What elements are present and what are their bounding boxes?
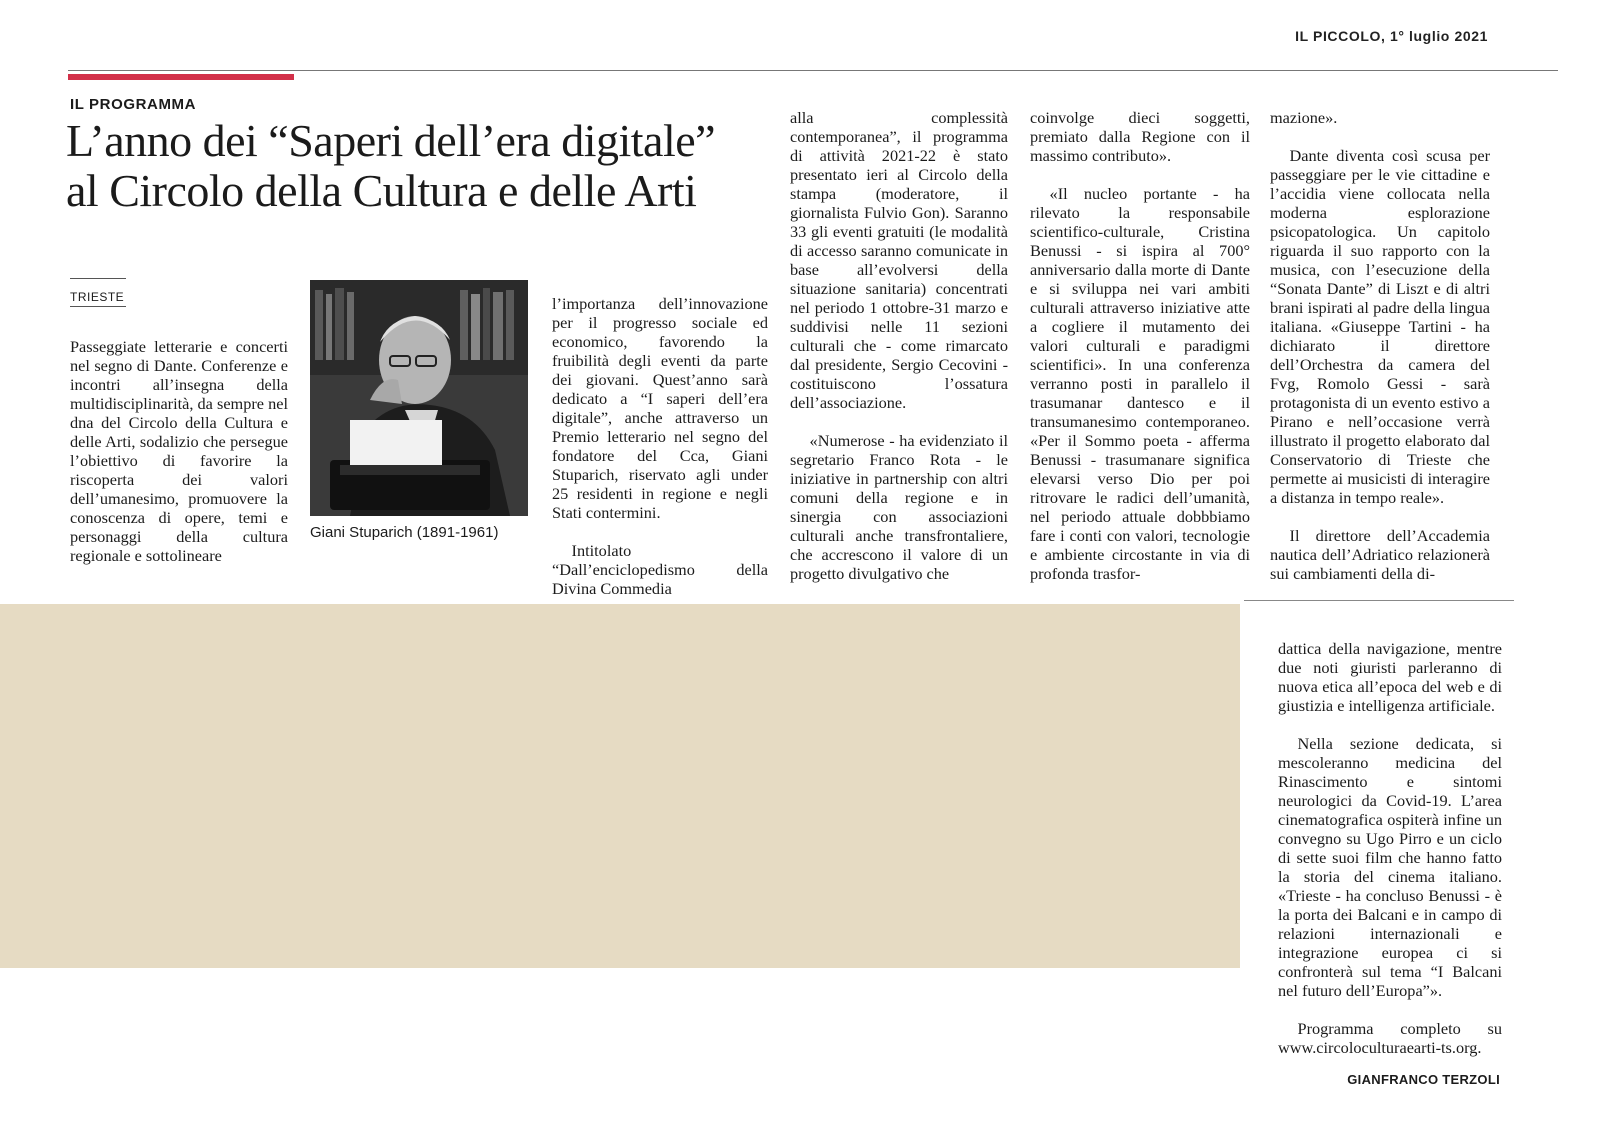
column-3-paragraph-1: alla complessità contemporanea”, il programma di attività 2021-22 è stato presentato ieri al Circolo della stampa (moderatore, il giornalista Fulvio Gon). Saranno 33 gli eventi gratuiti (le modalità di accesso saranno comunicate in base all’evolversi della situazione sanitaria) concentrati nel periodo 1 ottobre-31 marzo e suddivisi nelle 11 sezioni culturali che - come rimarcato dal presidente, Sergio Cecovini - costituiscono l’ossatura dell’associazione. [790,108,1008,412]
top-rule [68,70,1558,71]
byline: GIANFRANCO TERZOLI [1347,1072,1500,1087]
photo-caption: Giani Stuparich (1891-1961) [310,524,499,541]
article-column-3 [790,89,1008,583]
accent-bar [68,74,294,80]
man-at-typewriter-image [310,280,528,516]
dateline-rule [70,278,126,279]
article-column-1 [70,318,288,565]
continuation-rule [1244,600,1514,601]
headline [66,116,806,216]
publication-date-header: IL PICCOLO, 1° luglio 2021 [1295,28,1488,44]
column-5-paragraph-2: Dante diventa così scusa per passeggiare per le vie cittadine e l’accidia viene collocata nella moderna esplorazione psicopatologica. Un capitolo riguarda il suo rapporto con la musica, con l’esecuzione della “Sonata Dante” di Liszt e di altri brani ispirati al padre della lingua italiana. «Giuseppe Tartini - ha dichiarato il direttore dell’Orchestra da camera del Fvg, Romolo Gessi - sarà protagonista di un evento estivo a Pirano e nell’occasione verrà illustrato il progetto elaborato dal Conservatorio di Trieste che permette ai musicisti di interagire a distanza in tempo reale». [1270,146,1490,507]
article-column-5 [1270,89,1490,583]
headline-line-2: al Circolo della Cultura e delle Arti [66,165,697,216]
column-3-paragraph-2: «Numerose - ha evidenziato il segretario Franco Rota - le iniziative in partnership con altri comuni della regione e in sinergia con associazioni culturali anche transfrontaliere, che accrescono il valore di un progetto divulgativo che [790,431,1008,583]
column-6-paragraph-3: Programma completo su www.circoloculturaearti-ts.org. [1278,1019,1502,1057]
column-4-paragraph-2: «Il nucleo portante - ha rilevato la responsabile scientifico-culturale, Cristina Benussi - si ispira al 700° anniversario dalla morte di Dante e si sviluppa nei vari ambiti culturali attraverso iniziative atte a cogliere il mutamento dei valori culturali e paradigmi scientifici». In una conferenza verranno posti in parallelo il trasumanar dantesco e il transumanesimo contemporaneo. «Per il Sommo poeta - afferma Benussi - trasumanare significa elevarsi verso Dio per poi ritrovare le radici dell’umanità, nel periodo attuale dobbbiamo fare i conti con valori, tecnologie e ambiente circostante in via di profonda trasfor- [1030,184,1250,583]
article-column-2 [552,275,768,598]
article-column-4 [1030,89,1250,583]
dateline: TRIESTE [70,290,125,304]
column-2-paragraph-2: Intitolato “Dall’enciclopedismo della Divina Commedia [552,541,768,598]
beige-block [0,604,1240,968]
column-6-paragraph-2: Nella sezione dedicata, si mescoleranno medicina del Rinascimento e sintomi neurologici da Covid-19. L’area cinematografica ospiterà infine un convegno su Ugo Pirro e un ciclo di sette suoi film che hanno fatto la storia del cinema italiano. «Trieste - ha concluso Benussi - è la porta dei Balcani e in campo di relazioni internazionali e integrazione europea ci si confronterà sul tema “I Balcani nel futuro dell’Europa”». [1278,734,1502,1000]
column-5-paragraph-1: mazione». [1270,108,1338,127]
column-5-paragraph-3: Il direttore dell’Accademia nautica dell’Adriatico relazionerà sui cambiamenti della di- [1270,526,1490,583]
column-6-paragraph-1: dattica della navigazione, mentre due noti giuristi parleranno di nuova etica all’epoca del web e di giustizia e intelligenza artificiale. [1278,639,1502,715]
article-column-6 [1278,620,1502,1070]
column-4-paragraph-1: coinvolge dieci soggetti, premiato dalla Regione con il massimo contributo». [1030,108,1250,165]
dateline-rule-bottom [70,306,126,307]
section-label: IL PROGRAMMA [70,96,197,113]
author-photo [310,280,528,516]
headline-line-1: L’anno dei “Saperi dell’era digitale” [66,115,716,166]
column-1-paragraph-1: Passeggiate letterarie e concerti nel segno di Dante. Conferenze e incontri all’insegna della multidisciplinarità, da sempre nel dna del Circolo della Cultura e delle Arti, sodalizio che persegue l’obiettivo di favorire la riscoperta dei valori dell’umanesimo, promuovere la conoscenza di opere, temi e personaggi della cultura regionale e sottolineare [70,337,288,565]
column-2-paragraph-1: l’importanza dell’innovazione per il progresso sociale ed economico, favorendo la fruibilità degli eventi da parte dei giovani. Quest’anno sarà dedicato a “I saperi dell’era digitale”, anche attraverso un Premio letterario nel segno del fondatore del Cca, Giani Stuparich, riservato agli under 25 residenti in regione e negli Stati contermini. [552,294,768,522]
